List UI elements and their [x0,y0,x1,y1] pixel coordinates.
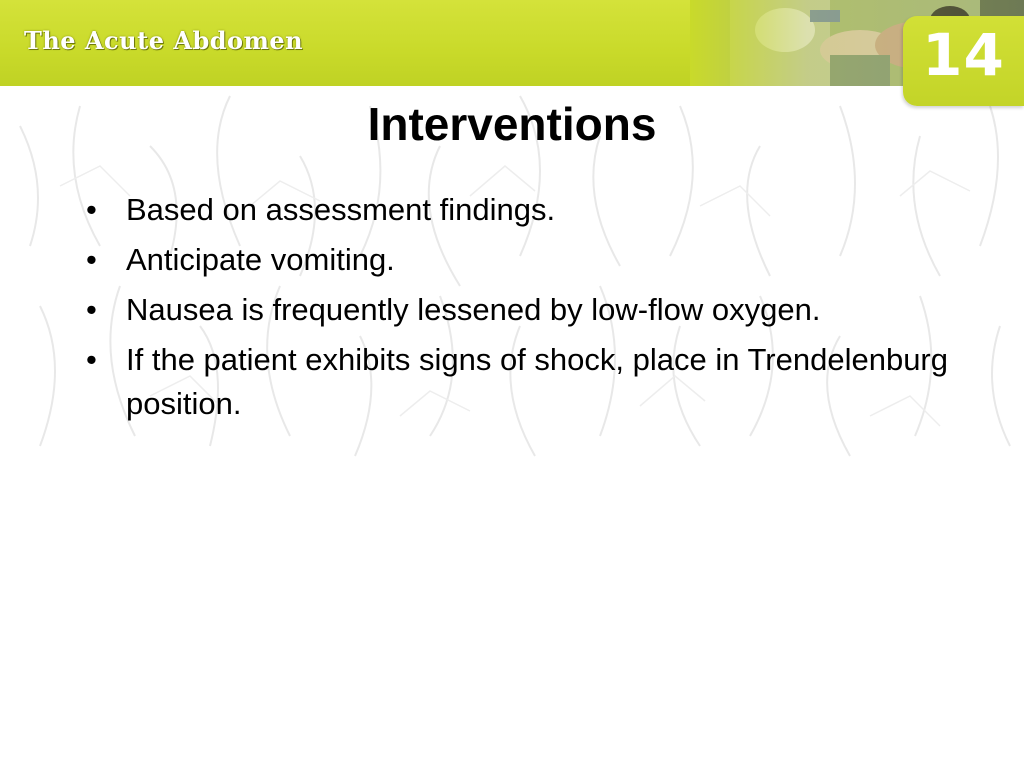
chapter-tab [903,16,1024,106]
bullet-icon: • [86,342,97,377]
bullet-icon: • [86,192,97,227]
bullet-text: If the patient exhibits signs of shock, place in Trendelenburg position. [126,342,948,421]
slide-title: Interventions [367,98,657,150]
bullet-item [86,188,966,232]
chapter-number: 14 [922,21,1005,89]
bullet-item [86,238,966,282]
bullet-text: Based on assessment findings. [126,192,556,227]
bullet-item [86,338,966,426]
bullet-text: Nausea is frequently lessened by low-flow oxygen. [126,292,821,327]
header-bar [0,0,1024,89]
course-title: The Acute Abdomen [24,26,304,55]
bullet-text: Anticipate vomiting. [126,242,395,277]
bullet-item [86,288,966,332]
bullet-icon: • [86,242,97,277]
bullet-icon: • [86,292,97,327]
bullet-list [86,188,966,432]
